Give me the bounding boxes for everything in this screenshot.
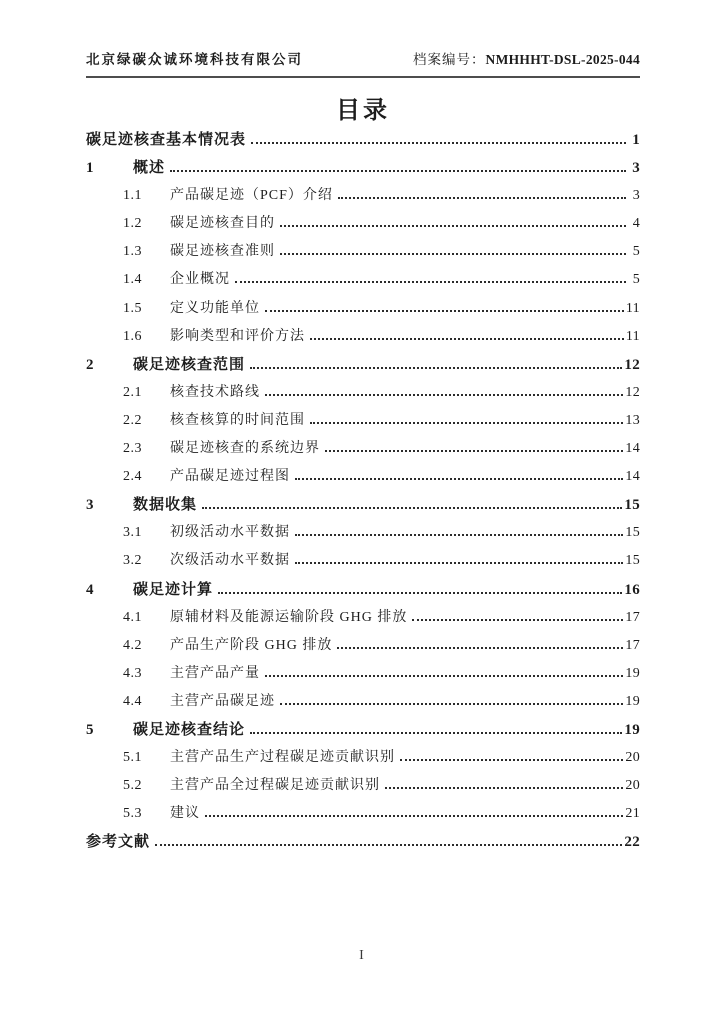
toc-entry-page: 5	[632, 272, 640, 288]
toc-entry-number: 4.2	[123, 637, 142, 653]
toc-entry-page: 19	[624, 721, 640, 738]
toc-leader-dots	[412, 619, 623, 621]
toc-entry-label: 碳足迹核查准则	[170, 244, 275, 260]
toc-entry-label: 主营产品产量	[170, 665, 260, 681]
archive-number-field	[413, 48, 640, 68]
toc-entry-number: 2	[86, 356, 94, 373]
toc-entry-number: 2.4	[123, 469, 142, 485]
toc-entry-number: 3	[86, 497, 94, 514]
toc-entry-page: 19	[625, 665, 640, 681]
toc-entry-page: 3	[632, 160, 640, 177]
toc-entry-label: 主营产品生产过程碳足迹贡献识别	[170, 750, 395, 766]
toc-entry	[86, 746, 640, 774]
toc-entry-number: 1.4	[123, 272, 142, 288]
toc-leader-dots	[400, 759, 623, 761]
toc-entry-label: 碳足迹核查目的	[170, 216, 275, 232]
toc-entry-number: 2.2	[123, 412, 142, 428]
toc-entry	[86, 606, 640, 634]
toc-entry	[86, 718, 640, 746]
toc-entry-number: 1.2	[123, 216, 142, 232]
toc-leader-dots	[250, 732, 622, 734]
toc-entry	[86, 240, 640, 268]
toc-entry-number: 1.6	[123, 328, 142, 344]
archive-number: NMHHHT-DSL-2025-044	[485, 52, 640, 67]
toc-entry	[86, 578, 640, 606]
toc-leader-dots	[218, 592, 622, 594]
toc-entry-page: 17	[625, 637, 640, 653]
toc-entry-page: 21	[625, 806, 640, 822]
toc-entry-page: 3	[632, 188, 640, 204]
toc-entry	[86, 521, 640, 549]
toc-entry-label: 产品碳足迹（PCF）介绍	[170, 188, 333, 204]
toc-entry-label: 主营产品全过程碳足迹贡献识别	[170, 778, 380, 794]
toc-leader-dots	[338, 197, 626, 199]
toc-entry-page: 22	[624, 834, 640, 851]
toc-leader-dots	[250, 367, 622, 369]
toc-entry-page: 12	[625, 384, 640, 400]
toc-entry-label: 数据收集	[133, 497, 198, 514]
toc-leader-dots	[337, 647, 623, 649]
toc-leader-dots	[295, 534, 623, 536]
company-name: 北京绿碳众诚环境科技有限公司	[86, 52, 303, 67]
toc-entry-label: 碳足迹核查结论	[133, 721, 246, 738]
toc-entry-label: 碳足迹核查基本情况表	[86, 132, 247, 148]
toc-entry	[86, 268, 640, 296]
toc-entry-label: 定义功能单位	[170, 300, 260, 316]
toc-entry-page: 13	[625, 412, 640, 428]
table-of-contents	[86, 128, 640, 858]
toc-entry	[86, 409, 640, 437]
toc-entry-page: 1	[632, 132, 640, 148]
toc-entry	[86, 325, 640, 353]
toc-entry-label: 建议	[170, 806, 200, 822]
toc-entry	[86, 128, 640, 156]
page-header	[86, 48, 640, 78]
toc-leader-dots	[310, 338, 624, 340]
toc-leader-dots	[205, 815, 623, 817]
toc-leader-dots	[170, 170, 626, 172]
toc-entry-number: 1.3	[123, 244, 142, 260]
toc-entry-label: 企业概况	[170, 272, 230, 288]
toc-entry-label: 影响类型和评价方法	[170, 328, 305, 344]
toc-entry	[86, 662, 640, 690]
toc-entry-number: 2.3	[123, 441, 142, 457]
toc-entry	[86, 774, 640, 802]
toc-entry-number: 4.4	[123, 693, 142, 709]
toc-entry-number: 5	[86, 721, 94, 738]
toc-entry-number: 4.3	[123, 665, 142, 681]
page-number-footer: I	[359, 948, 365, 963]
toc-entry	[86, 493, 640, 521]
toc-entry-page: 20	[625, 750, 640, 766]
toc-leader-dots	[235, 281, 626, 283]
toc-entry-page: 15	[625, 553, 640, 569]
toc-entry-label: 碳足迹核查的系统边界	[170, 441, 320, 457]
toc-entry-page: 12	[624, 356, 640, 373]
toc-leader-dots	[295, 562, 623, 564]
toc-leader-dots	[265, 394, 623, 396]
toc-entry-number: 3.1	[123, 525, 142, 541]
toc-entry-page: 11	[625, 300, 640, 316]
toc-leader-dots	[385, 787, 623, 789]
toc-entry	[86, 465, 640, 493]
toc-entry-label: 核查技术路线	[170, 384, 260, 400]
toc-entry-page: 16	[624, 581, 640, 598]
toc-entry	[86, 381, 640, 409]
toc-entry	[86, 437, 640, 465]
toc-entry	[86, 297, 640, 325]
toc-entry	[86, 184, 640, 212]
toc-entry-page: 11	[625, 328, 640, 344]
toc-entry-label: 次级活动水平数据	[170, 553, 290, 569]
toc-entry-number: 1.1	[123, 188, 142, 204]
toc-entry-number: 4.1	[123, 609, 142, 625]
toc-entry-label: 产品碳足迹过程图	[170, 469, 290, 485]
toc-leader-dots	[280, 703, 623, 705]
toc-entry-number: 1.5	[123, 300, 142, 316]
toc-entry-page: 19	[625, 693, 640, 709]
toc-title: 目录	[336, 98, 390, 124]
toc-entry	[86, 156, 640, 184]
toc-entry-number: 2.1	[123, 384, 142, 400]
toc-entry	[86, 353, 640, 381]
toc-entry-page: 15	[624, 497, 640, 514]
toc-leader-dots	[265, 310, 624, 312]
toc-entry-page: 20	[625, 778, 640, 794]
toc-entry-label: 参考文献	[86, 834, 151, 851]
toc-leader-dots	[155, 844, 622, 846]
toc-leader-dots	[251, 142, 626, 144]
toc-leader-dots	[325, 450, 623, 452]
toc-entry-page: 17	[625, 609, 640, 625]
toc-entry	[86, 549, 640, 577]
toc-entry-label: 初级活动水平数据	[170, 525, 290, 541]
toc-entry	[86, 802, 640, 830]
toc-leader-dots	[280, 225, 626, 227]
toc-entry	[86, 634, 640, 662]
toc-entry-label: 核查核算的时间范围	[170, 412, 305, 428]
toc-entry-page: 14	[625, 469, 640, 485]
toc-leader-dots	[265, 675, 623, 677]
toc-entry	[86, 690, 640, 718]
toc-leader-dots	[310, 422, 623, 424]
toc-leader-dots	[280, 253, 626, 255]
toc-entry-number: 3.2	[123, 553, 142, 569]
toc-entry-label: 产品生产阶段 GHG 排放	[170, 637, 333, 653]
toc-entry-number: 1	[86, 160, 94, 177]
toc-entry-page: 14	[625, 441, 640, 457]
toc-entry	[86, 830, 640, 858]
toc-entry-number: 5.2	[123, 778, 142, 794]
toc-entry-label: 碳足迹计算	[133, 581, 214, 598]
toc-entry-page: 15	[625, 525, 640, 541]
toc-entry-label: 概述	[133, 160, 166, 177]
toc-entry-page: 4	[632, 216, 640, 232]
toc-entry	[86, 212, 640, 240]
toc-entry-number: 5.3	[123, 806, 142, 822]
toc-entry-label: 主营产品碳足迹	[170, 693, 275, 709]
toc-entry-label: 原辅材料及能源运输阶段 GHG 排放	[170, 609, 408, 625]
toc-entry-page: 5	[632, 244, 640, 260]
toc-leader-dots	[202, 507, 622, 509]
toc-entry-number: 4	[86, 581, 94, 598]
archive-label: 档案编号：	[413, 52, 486, 67]
toc-leader-dots	[295, 478, 623, 480]
toc-entry-label: 碳足迹核查范围	[133, 356, 246, 373]
toc-entry-number: 5.1	[123, 750, 142, 766]
